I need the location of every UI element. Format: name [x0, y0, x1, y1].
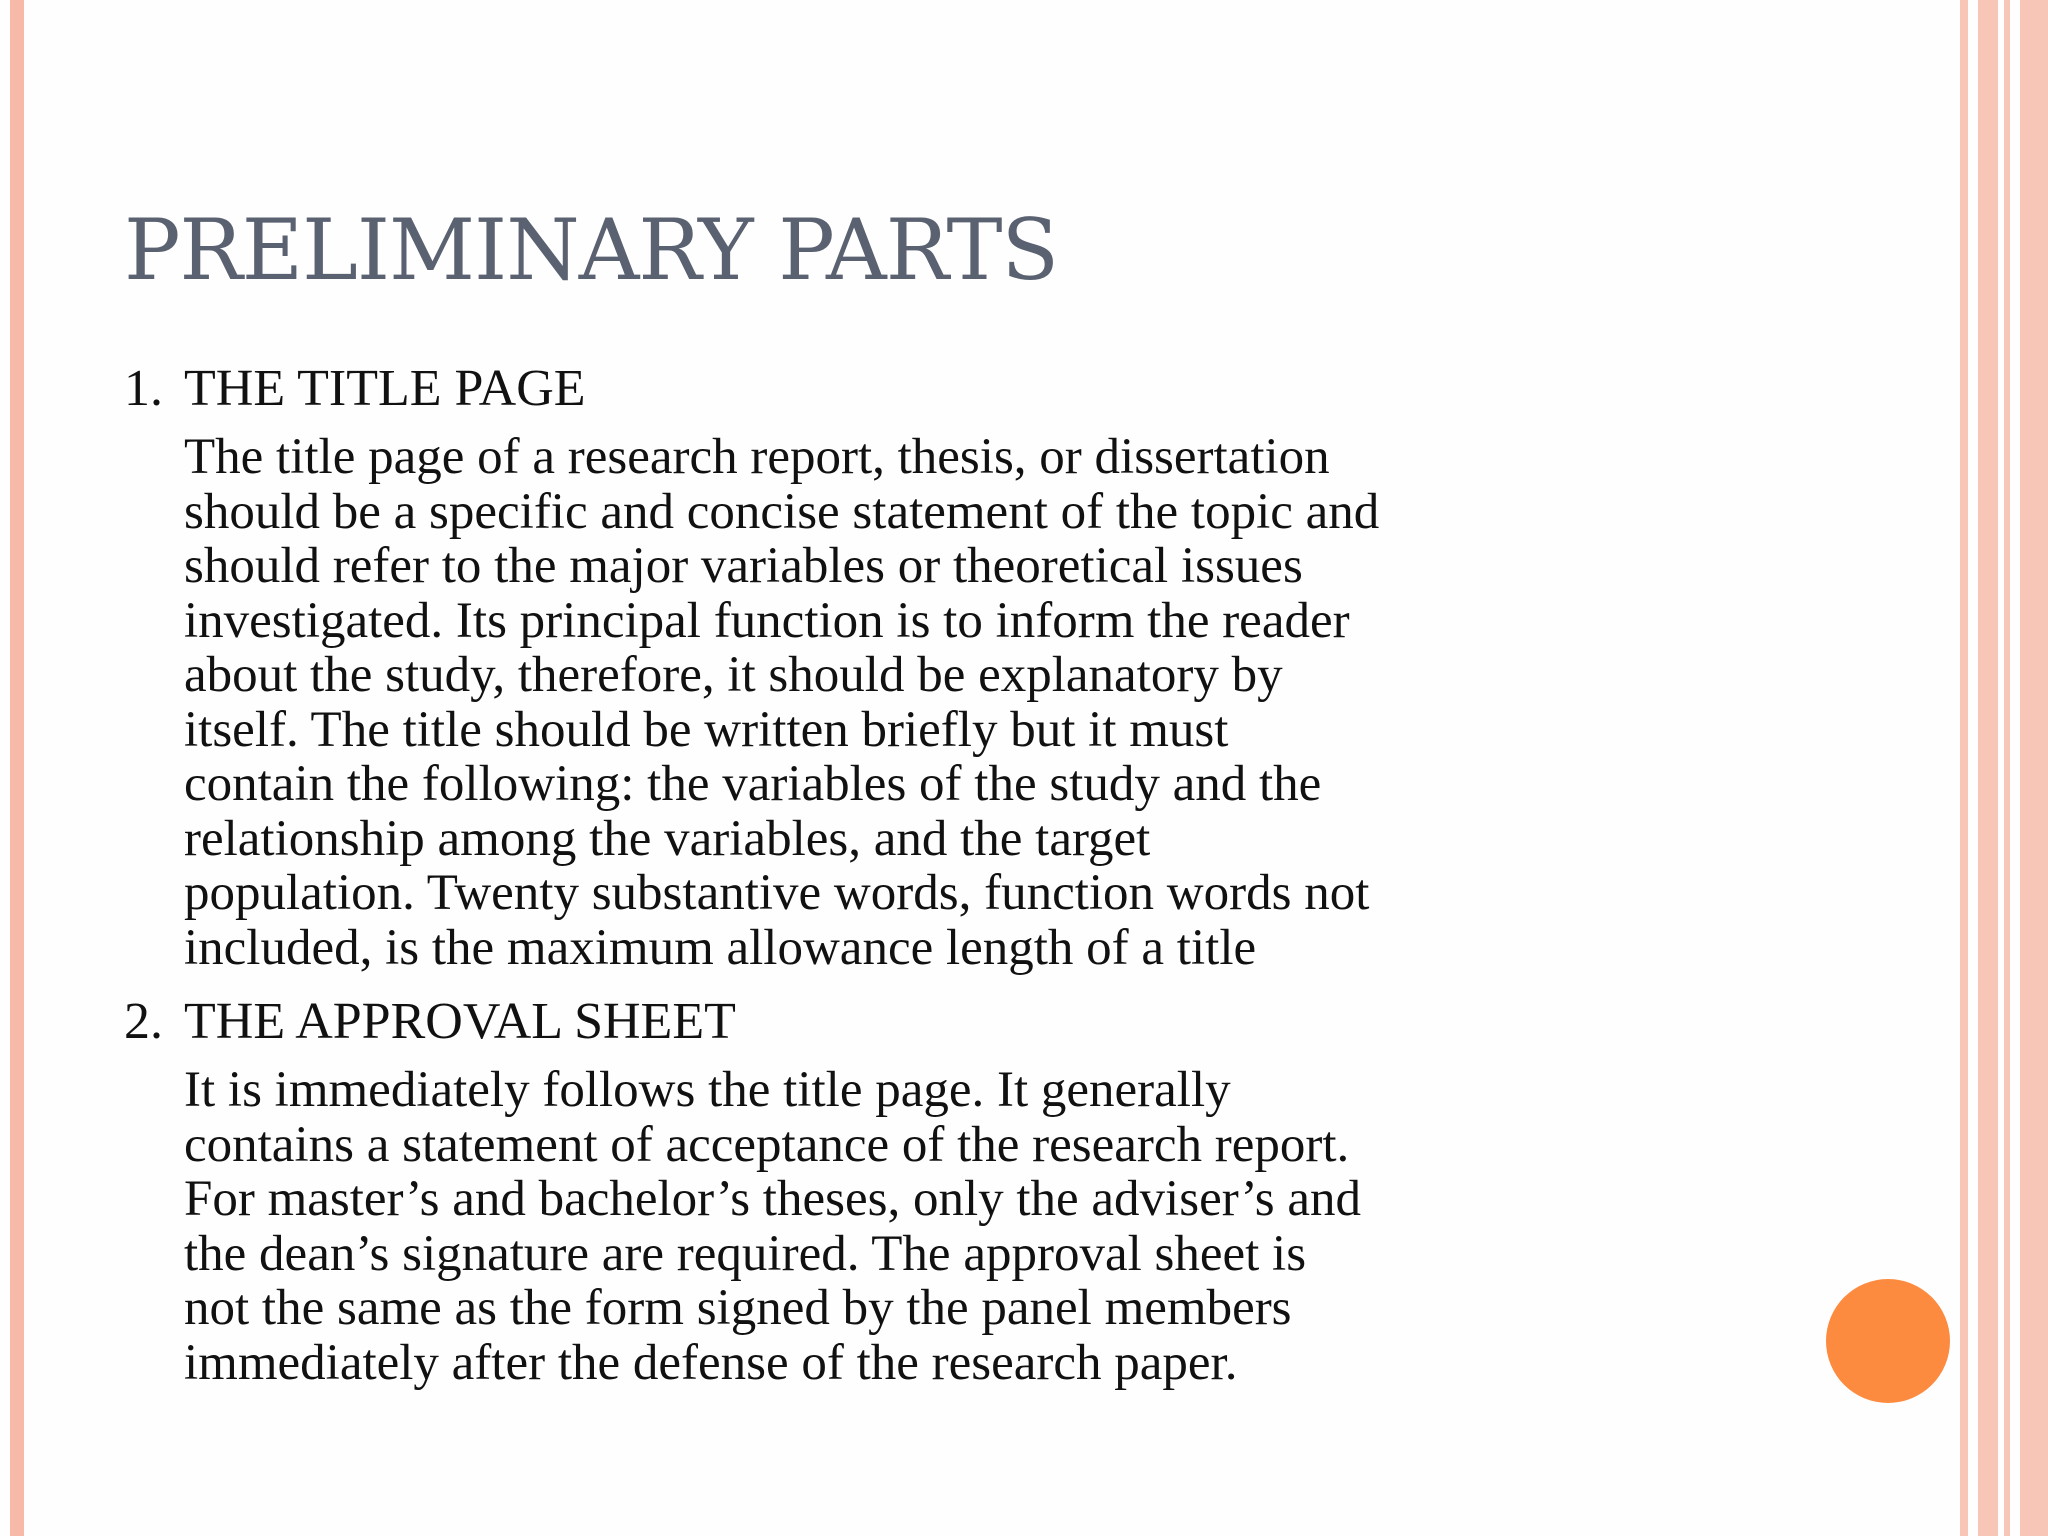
section-number: 2. [124, 993, 163, 1050]
section-body [184, 430, 1884, 975]
section-title-page [124, 360, 1744, 975]
section-heading [124, 360, 1744, 418]
section-heading-text: THE APPROVAL SHEET [184, 993, 736, 1050]
section-heading-text: THE TITLE PAGE [184, 360, 586, 417]
body-line: included, is the maximum allowance length of a title [184, 919, 1257, 976]
body-line: The title page of a research report, thesis, or dissertation [184, 429, 1330, 485]
section-number: 1. [124, 360, 163, 417]
right-border-stripe-2 [1978, 0, 1998, 1536]
body-line: immediately after the defense of the research paper. [184, 1334, 1238, 1391]
right-border-stripe-3 [2004, 0, 2010, 1536]
body-line: contains a statement of acceptance of the research report. [184, 1116, 1350, 1173]
body-line: the dean’s signature are required. The approval sheet is [184, 1225, 1307, 1282]
body-line: population. Twenty substantive words, function words not [184, 865, 1370, 921]
body-line: should be a specific and concise statement of the topic and [184, 483, 1380, 540]
body-line: should refer to the major variables or theoretical issues [184, 538, 1303, 594]
section-body [184, 1063, 1884, 1390]
body-line: contain the following: the variables of the study and the [184, 756, 1322, 812]
body-line: not the same as the form signed by the panel members [184, 1280, 1292, 1336]
left-border-stripe [10, 0, 24, 1536]
slide-content [124, 360, 1744, 1390]
body-line: investigated. Its principal function is to inform the reader [184, 592, 1350, 649]
body-line: For master’s and bachelor’s theses, only the adviser’s and [184, 1171, 1361, 1227]
section-approval-sheet [124, 993, 1744, 1390]
body-line: It is immediately follows the title page. It generally [184, 1062, 1231, 1118]
slide-title: PRELIMINARY PARTS [124, 201, 1059, 299]
right-border-stripe-4 [2020, 0, 2048, 1536]
body-line: about the study, therefore, it should be explanatory by [184, 647, 1283, 703]
section-heading [124, 993, 1744, 1051]
body-line: relationship among the variables, and the target [184, 810, 1151, 867]
body-line: itself. The title should be written briefly but it must [184, 701, 1229, 758]
accent-circle-icon [1826, 1279, 1950, 1403]
right-border-stripe-1 [1960, 0, 1968, 1536]
